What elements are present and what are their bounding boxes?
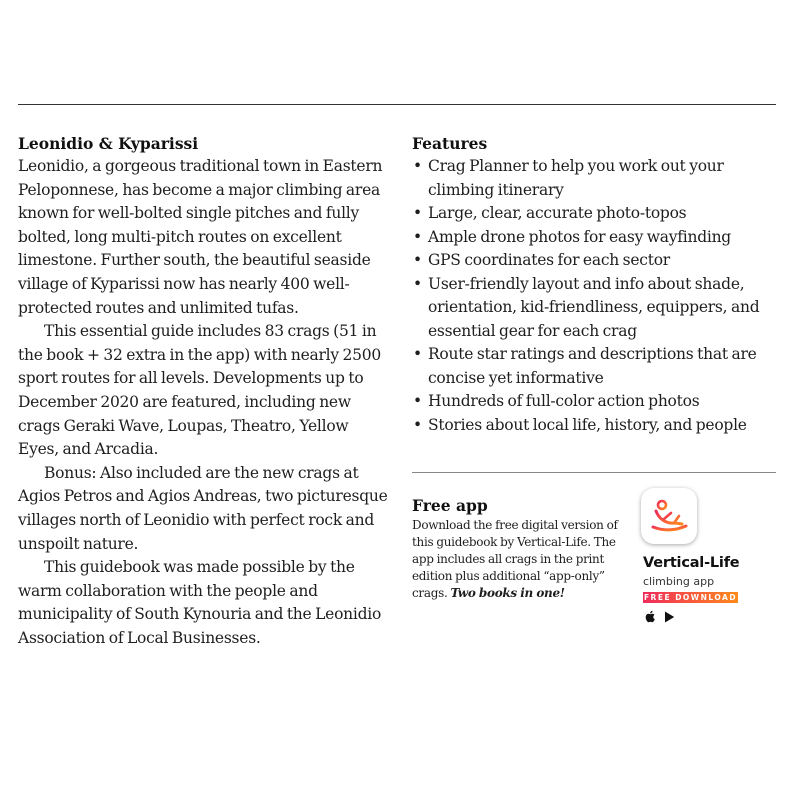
free-app-description [412,517,634,602]
features-list [412,155,778,437]
bullet-icon: • [413,157,422,175]
list-item-text: User-friendly layout and info about shade, orientation, kid-friendliness, equippers, and essential gear for each crag [428,274,760,340]
bullet-icon: • [413,274,422,293]
bullet-icon: • [413,415,422,434]
bullet-icon: • [413,345,422,363]
list-item [412,155,778,202]
free-download-badge: FREE DOWNLOAD [643,593,738,602]
list-item [412,202,778,226]
features-title: Features [412,134,488,153]
paragraph: This essential guide includes 83 crags (51 in the book + 32 extra in the app) with nearly 2500 sport routes for all levels. Developments up to December 2020 are featured, including new crags Geraki Wave, Loupas, Theatro, Yellow Eyes, and Arcadia. [18,322,381,459]
brand-subtitle: climbing app [643,575,715,588]
list-item-text: Crag Planner to help you work out your climbing itinerary [428,157,724,199]
bullet-icon: • [413,204,422,222]
list-item-text: GPS coordinates for each sector [428,251,670,269]
apple-icon [645,610,656,623]
features-divider [412,472,776,473]
paragraph: This guidebook was made possible by the warm collaboration with the people and municipality of South Kynouria and the Leonidio Association of Local Businesses. [18,558,382,647]
free-app-title: Free app [412,496,488,515]
brand-name: Vertical-Life [643,555,740,571]
top-divider [18,104,776,105]
list-item [412,414,778,438]
list-item [412,343,778,390]
list-item-text: Route star ratings and descriptions that are concise yet informative [428,345,757,387]
list-item [412,226,778,250]
free-app-section [412,495,634,602]
list-item-text: Large, clear, accurate photo-topos [428,204,687,222]
description-section [18,132,388,650]
list-item-text: Stories about local life, history, and people [428,415,747,434]
list-item [412,273,778,344]
section-title: Leonidio & Kyparissi [18,134,199,153]
vertical-life-logo-icon [641,488,697,544]
paragraph: Leonidio, a gorgeous traditional town in Eastern Peloponnese, has become a major climbing area known for well-bolted single pitches and fully bolted, long multi-pitch routes on excellent limestone. Further south, the beautiful seaside village of Kyparissi now has nearly 400 well-protected routes and unlimited tufas. [18,157,383,317]
play-store-icon [664,611,675,623]
list-item [412,390,778,414]
free-app-text: Download the free digital version of this guidebook by Vertical-Life. The app includes all crags in the print edition plus additional “app-only” crags. [412,518,618,600]
bullet-icon: • [413,227,422,246]
features-section [412,132,778,437]
list-item [412,249,778,273]
bullet-icon: • [413,251,422,269]
free-app-tagline: Two books in one! [450,586,565,600]
list-item-text: Hundreds of full-color action photos [428,392,700,410]
store-icons [645,610,675,623]
list-item-text: Ample drone photos for easy wayfinding [428,227,731,246]
paragraph: Bonus: Also included are the new crags at Agios Petros and Agios Andreas, two picturesque villages north of Leonidio with perfect rock and unspoilt nature. [18,463,388,553]
bullet-icon: • [413,392,422,410]
description-body [18,155,388,650]
